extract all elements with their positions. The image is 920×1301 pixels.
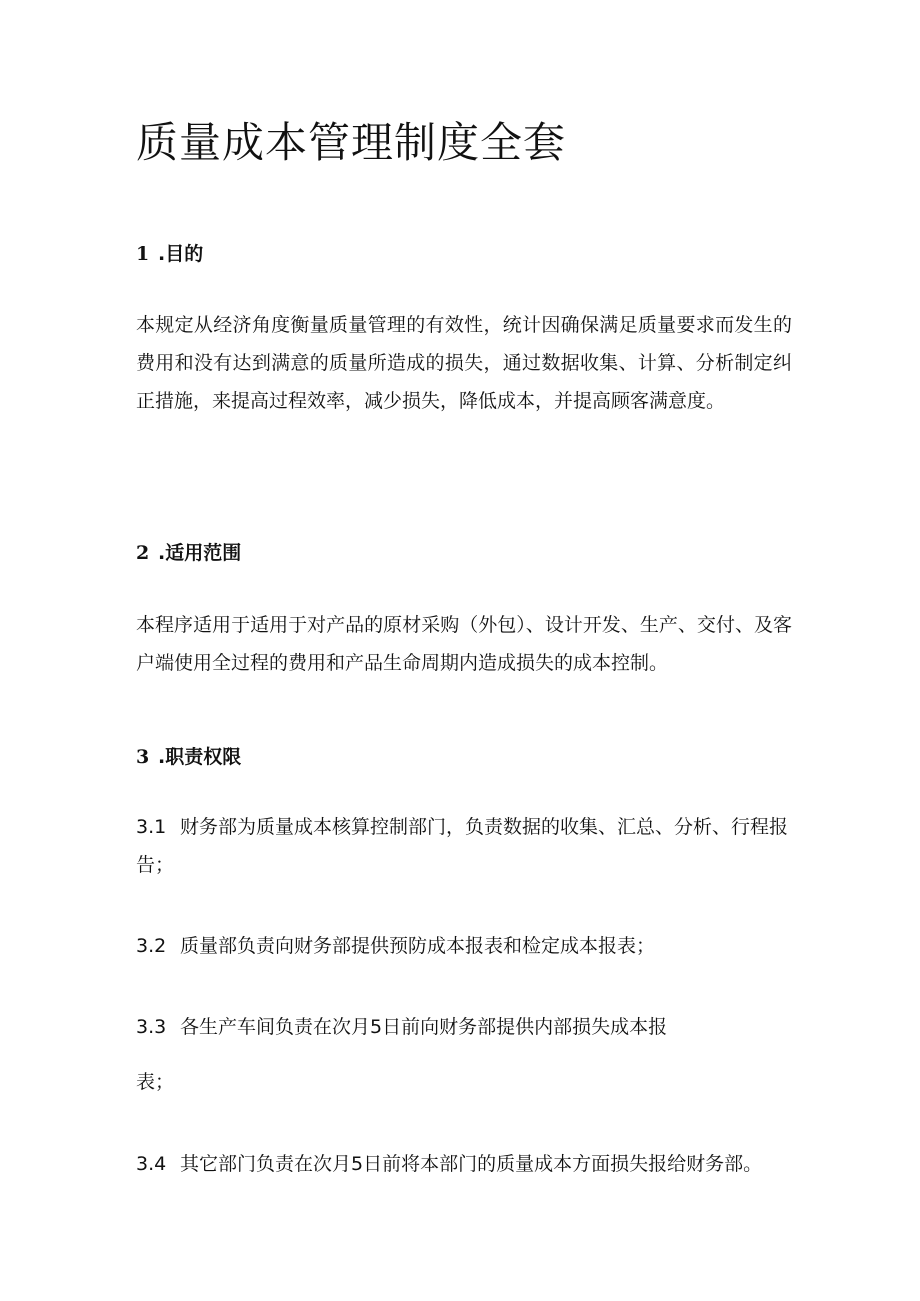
- item-text: 质量部负责向财务部提供预防成本报表和检定成本报表；: [180, 935, 656, 957]
- document-title: 质量成本管理制度全套: [136, 118, 567, 167]
- section-number: 2: [136, 542, 150, 564]
- section-paragraph-purpose: 本规定从经济角度衡量质量管理的有效性，统计因确保满足质量要求而发生的费用和没有达到满意的质量所造成的损失，通过数据收集、计算、分析制定纠正措施，来提高过程效率，减少损失，降低成本，并提高顾客满意度。: [136, 314, 792, 412]
- list-item: [136, 1145, 792, 1183]
- section-paragraph-scope: 本程序适用于适用于对产品的原材采购（外包）、设计开发、生产、交付、及客户端使用全过程的费用和产品生命周期内造成损失的成本控制。: [136, 614, 792, 674]
- item-number: 3.1: [136, 816, 167, 838]
- item-number: 3.4: [136, 1153, 167, 1175]
- item-number: 3.2: [136, 935, 167, 957]
- list-item: [136, 1008, 792, 1046]
- list-item: [136, 808, 792, 884]
- section-heading-purpose: [136, 239, 203, 266]
- item-text: 各生产车间负责在次月5日前向财务部提供内部损失成本报: [180, 1016, 668, 1038]
- section-heading-scope: [136, 538, 241, 565]
- item-number: 3.3: [136, 1016, 167, 1038]
- section-number: 1: [136, 243, 150, 265]
- list-item-continuation: 表；: [136, 1071, 175, 1093]
- section-number: 3: [136, 746, 150, 768]
- section-title: .适用范围: [158, 542, 242, 564]
- section-title: .目的: [158, 243, 204, 265]
- list-item: [136, 927, 792, 965]
- item-text: 其它部门负责在次月5日前将本部门的质量成本方面损失报给财务部。: [180, 1153, 763, 1175]
- section-title: .职责权限: [158, 746, 242, 768]
- item-text: 财务部为质量成本核算控制部门，负责数据的收集、汇总、分析、行程报告；: [136, 816, 789, 876]
- section-heading-responsibilities: [136, 742, 241, 769]
